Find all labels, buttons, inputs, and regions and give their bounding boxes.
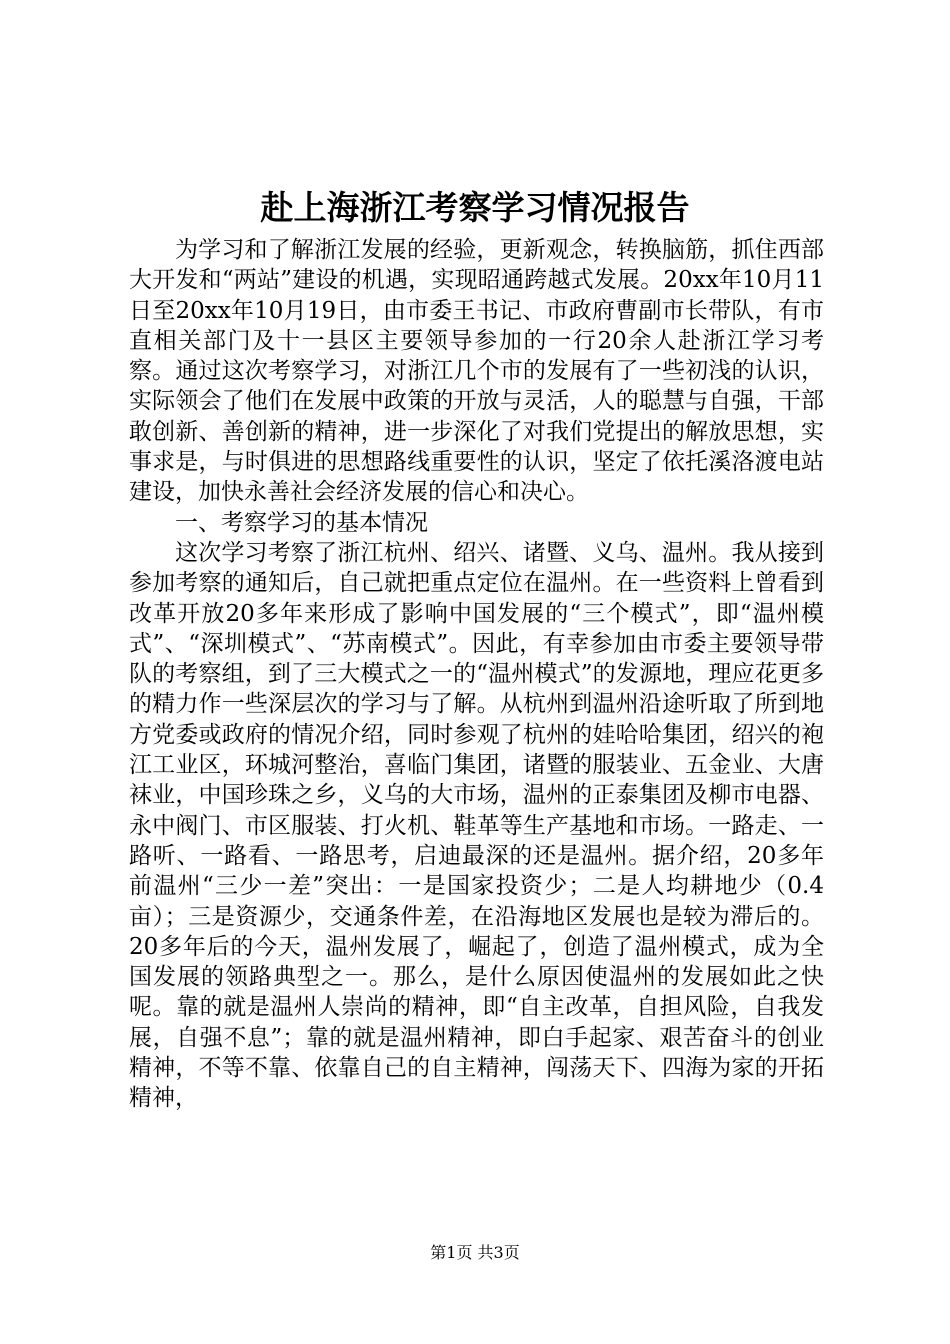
page-number: 第1页 共3页 — [430, 1243, 520, 1262]
document-body — [129, 235, 824, 1114]
paragraph-intro: 为学习和了解浙江发展的经验，更新观念，转换脑筋，抓住西部大开发和“两站”建设的机遇，实现昭通跨越式发展。20xx年10月11日至20xx年10月19日，由市委王书记、市政府曹副市长带队，有市直相关部门及十一县区主要领导参加的一行20余人赴浙江学习考察。通过这次考察学习，对浙江几个市的发展有了一些初浅的认识，实际领会了他们在发展中政策的开放与灵活，人的聪慧与自强，干部敢创新、善创新的精神，进一步深化了对我们党提出的解放思想，实事求是，与时俱进的思想路线重要性的认识，坚定了依托溪洛渡电站建设，加快永善社会经济发展的信心和决心。 — [129, 237, 824, 506]
document-title: 赴上海浙江考察学习情况报告 — [260, 188, 690, 227]
section-heading: 一、考察学习的基本情况 — [175, 509, 428, 536]
paragraph-section-1: 这次学习考察了浙江杭州、绍兴、诸暨、义乌、温州。我从接到参加考察的通知后，自己就把重点定位在温州。在一些资料上曾看到改革开放20多年来形成了影响中国发展的“三个模式”，即“温州模式”、“深圳模式”、“苏南模式”。因此，有幸参加由市委主要领导带队的考察组，到了三大模式之一的“温州模式”的发源地，理应花更多的精力作一些深层次的学习与了解。从杭州到温州沿途听取了所到地方党委或政府的情况介绍，同时参观了杭州的娃哈哈集团，绍兴的袍江工业区，环城河整治，喜临门集团，诸暨的服装业、五金业、大唐袜业，中国珍珠之乡，义乌的大市场，温州的正泰集团及柳市电器、永中阀门、市区服装、打火机、鞋革等生产基地和市场。一路走、一路听、一路看、一路思考，启迪最深的还是温州。据介绍，20多年前温州“三少一差”突出：一是国家投资少；二是人均耕地少（0.4亩）；三是资源少，交通条件差，在沿海地区发展也是较为滞后的。20多年后的今天，温州发展了，崛起了，创造了温州模式，成为全国发展的领路典型之一。那么，是什么原因使温州的发展如此之快呢。靠的就是温州人崇尚的精神，即“自主改革，自担风险，自我发展，自强不息”；靠的就是温州精神，即白手起家、艰苦奋斗的创业精神，不等不靠、依靠自己的自主精神，闯荡天下、四海为家的开拓精神， — [129, 539, 824, 1112]
